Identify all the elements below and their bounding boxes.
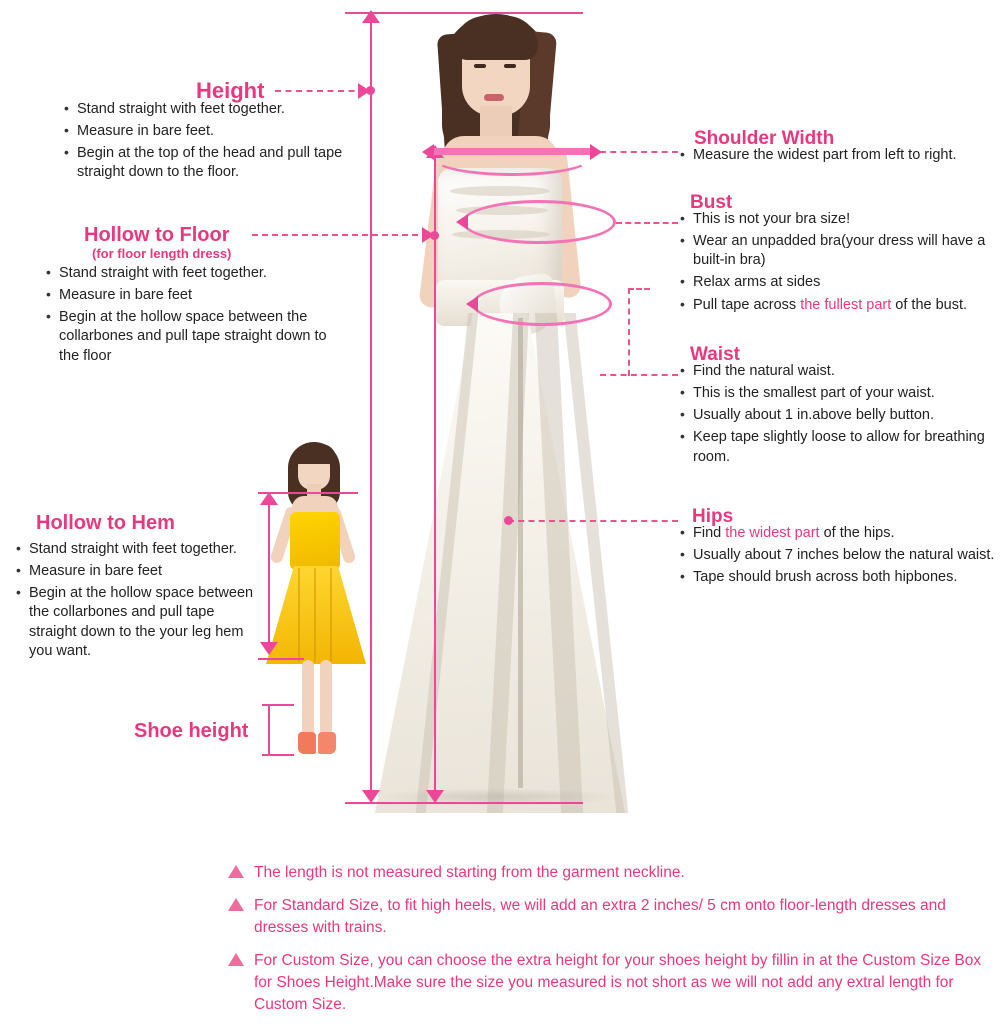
hips-heading: Hips <box>692 506 734 527</box>
waist-callout-dash-v <box>628 288 630 376</box>
list-item: • This is the smallest part of your waist. <box>678 384 998 403</box>
warning-triangle-icon <box>228 865 244 878</box>
list-item: • Usually about 1 in.above belly button. <box>678 406 998 425</box>
hollow-to-floor-subheading: (for floor length dress) <box>92 246 232 261</box>
waist-callout-dash-h <box>628 288 650 290</box>
tall-model-illustration <box>380 8 640 808</box>
hollow-to-floor-callout-dash <box>252 234 428 236</box>
short-skirt-fold-1 <box>298 568 300 662</box>
list-item-hips-widest: • Find the widest part of the hips. <box>678 524 998 543</box>
shoulder-width-heading: Shoulder Width <box>694 128 835 149</box>
note-row <box>228 895 988 939</box>
hollow-to-hem-arrow-down <box>260 642 278 655</box>
height-vertical-line <box>370 20 372 798</box>
short-leg-left <box>302 660 314 736</box>
warning-triangle-icon <box>228 898 244 911</box>
shoulder-tape-curve <box>432 140 592 176</box>
short-shoe-right <box>318 732 336 754</box>
list-item: • Wear an unpadded bra(your dress will have a built-in bra) <box>678 232 998 270</box>
short-hair-front <box>294 444 336 464</box>
list-item: • Measure in bare feet <box>44 286 344 305</box>
list-item: • Begin at the hollow space between the collarbones and pull tape straight down to the floor <box>44 308 344 365</box>
height-bullets <box>62 100 352 186</box>
skirt-center-split <box>518 318 523 788</box>
waist-heading: Waist <box>690 344 740 365</box>
list-item: • Stand straight with feet together. <box>14 540 260 559</box>
bust-highlight: the fullest part <box>800 296 892 313</box>
bust-tape <box>462 200 616 244</box>
note-row <box>228 862 988 884</box>
height-arrow-up <box>362 10 380 23</box>
shoe-height-bottom-bar <box>262 754 294 756</box>
shoe-height-heading: Shoe height <box>134 720 249 742</box>
hollow-to-hem-line <box>268 500 270 650</box>
height-top-bar <box>345 12 583 14</box>
hips-callout-dash <box>508 520 678 522</box>
eye-right <box>504 64 516 68</box>
hair-front <box>454 16 538 60</box>
list-item: • Usually about 7 inches below the natural waist. <box>678 546 998 565</box>
list-item: • Stand straight with feet together. <box>44 264 344 283</box>
height-callout-arrow <box>358 83 370 99</box>
hollow-to-hem-heading: Hollow to Hem <box>36 512 175 534</box>
short-dress-bodice <box>290 512 340 570</box>
bust-bullets <box>678 210 998 318</box>
list-item: • Measure in bare feet <box>14 562 260 581</box>
height-heading: Height <box>196 78 265 103</box>
note-text: For Custom Size, you can choose the extra height for your shoes height by fillin in at the Custom Size Box for Shoes Height.Make sure the size you measured is not short as we will not add any extral length for Custom Size. <box>254 952 982 1013</box>
short-skirt-fold-3 <box>330 568 332 662</box>
bust-arrow-left <box>456 214 468 230</box>
short-shoe-left <box>298 732 316 754</box>
bodice-fold-1 <box>450 186 550 196</box>
hollow-to-hem-bullets <box>14 540 260 664</box>
hollow-to-hem-bottom-bar <box>258 658 304 660</box>
bust-callout-dash <box>616 222 678 224</box>
height-callout-dash <box>275 90 365 92</box>
list-item: • Stand straight with feet together. <box>62 100 352 119</box>
list-item: • Measure the widest part from left to right. <box>678 146 998 165</box>
lips <box>484 94 504 101</box>
note-text: For Standard Size, to fit high heels, we will add an extra 2 inches/ 5 cm onto floor-length dresses and dresses with trains. <box>254 897 946 936</box>
list-item: • Measure in bare feet. <box>62 122 352 141</box>
waist-tape <box>472 282 612 326</box>
list-item: • Relax arms at sides <box>678 273 998 292</box>
list-item: • Keep tape slightly loose to allow for breathing room. <box>678 428 998 466</box>
shoe-height-top-bar <box>262 704 294 706</box>
hollow-to-floor-callout-arrow <box>422 227 434 243</box>
list-item: • Begin at the hollow space between the collarbones and pull tape straight down to the your leg hem you want. <box>14 584 260 661</box>
list-item: • Tape should brush across both hipbones. <box>678 568 998 587</box>
hips-bullets <box>678 524 998 590</box>
shoulder-width-bullets <box>678 146 998 168</box>
list-item: • This is not your bra size! <box>678 210 998 229</box>
short-dress-skirt <box>266 566 366 664</box>
footer-notes <box>228 862 988 1024</box>
waist-bullets <box>678 362 998 470</box>
bust-heading: Bust <box>690 192 733 213</box>
warning-triangle-icon <box>228 953 244 966</box>
waist-callout-dash-h2 <box>600 374 678 376</box>
height-bottom-bar <box>345 802 583 804</box>
hips-point-marker <box>504 516 513 525</box>
hollow-to-hem-arrow-up <box>260 492 278 505</box>
hollow-to-floor-arrow-down <box>426 790 444 803</box>
shoulder-callout-dash <box>600 151 678 153</box>
hips-highlight: the widest part <box>725 525 820 541</box>
shoe-height-line <box>268 704 270 756</box>
short-leg-right <box>320 660 332 736</box>
short-model-illustration <box>262 440 392 760</box>
eye-left <box>474 64 486 68</box>
list-item: • Begin at the top of the head and pull tape straight down to the floor. <box>62 144 352 182</box>
waist-arrow-left <box>466 296 478 312</box>
hollow-to-floor-heading: Hollow to Floor <box>84 224 230 246</box>
note-text: The length is not measured starting from the garment neckline. <box>254 864 685 881</box>
short-skirt-fold-2 <box>314 568 316 662</box>
note-row <box>228 950 988 1016</box>
list-item-bust-fullest: • Pull tape across the fullest part of the bust. <box>678 296 998 315</box>
hollow-to-floor-line <box>434 150 436 798</box>
list-item: • Find the natural waist. <box>678 362 998 381</box>
hollow-to-floor-bullets <box>44 264 344 369</box>
